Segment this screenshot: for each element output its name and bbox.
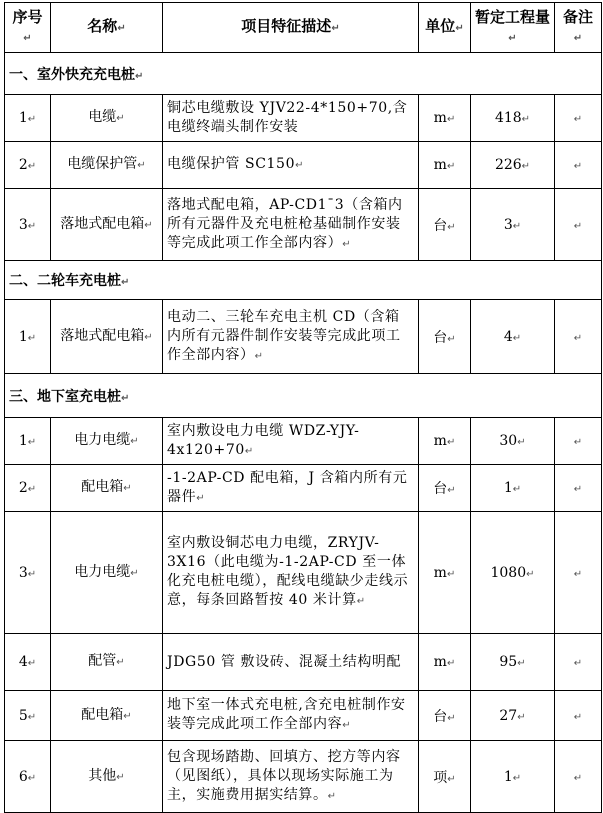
cell-seq: 3↵ (5, 512, 51, 634)
cell-seq: 5↵ (5, 691, 51, 741)
cell-unit: m↵ (419, 142, 471, 189)
cell-unit: m↵ (419, 512, 471, 634)
cell-desc: 室内敷设电力电缆 WDZ-YJY-4x120+70↵ (163, 418, 419, 465)
table-row (5, 691, 602, 741)
header-row (5, 3, 602, 53)
cell-qty: 27↵ (471, 691, 555, 741)
cell-seq: 3↵ (5, 189, 51, 261)
cell-remark: ↵ (555, 142, 602, 189)
cell-seq: 1↵ (5, 95, 51, 142)
cell-name: 电缆保护管↵ (51, 142, 163, 189)
cell-qty: 95↵ (471, 634, 555, 691)
section-title: 一、室外快充充电桩↵ (5, 53, 602, 95)
cell-remark: ↵ (555, 189, 602, 261)
cell-unit: 台↵ (419, 189, 471, 261)
section-row (5, 53, 602, 95)
section-row (5, 374, 602, 418)
cell-desc: 电缆保护管 SC150↵ (163, 142, 419, 189)
section-row (5, 261, 602, 300)
cell-remark: ↵ (555, 634, 602, 691)
table-row (5, 741, 602, 813)
table-header (5, 3, 602, 53)
cell-seq: 4↵ (5, 634, 51, 691)
table-body (5, 53, 602, 813)
cell-name: 落地式配电箱↵ (51, 300, 163, 374)
cell-desc: 包含现场踏勘、回填方、挖方等内容（见图纸），具体以现场实际施工为主，实施费用据实结算。↵ (163, 741, 419, 813)
cell-unit: 项↵ (419, 741, 471, 813)
cell-unit: m↵ (419, 634, 471, 691)
cell-name: 电缆↵ (51, 95, 163, 142)
cell-name: 落地式配电箱↵ (51, 189, 163, 261)
cell-desc: 室内敷设铜芯电力电缆，ZRYJV-3X16（此电缆为-1-2AP-CD 至一体化充电桩电缆），配线电缆缺少走线示意，每条回路暂按 40 米计算↵ (163, 512, 419, 634)
header-qty: 暂定工程量↵ (471, 3, 555, 53)
cell-remark: ↵ (555, 691, 602, 741)
cell-desc: JDG50 管 敷设砖、混凝土结构明配 (163, 634, 419, 691)
cell-seq: 2↵ (5, 142, 51, 189)
cell-qty: 1↵ (471, 741, 555, 813)
header-name: 名称↵ (51, 3, 163, 53)
cell-desc: 铜芯电缆敷设 YJV22-4*150+70,含电缆终端头制作安装 (163, 95, 419, 142)
table-row (5, 512, 602, 634)
header-desc: 项目特征描述↵ (163, 3, 419, 53)
cell-seq: 6↵ (5, 741, 51, 813)
table-row (5, 418, 602, 465)
table-row (5, 142, 602, 189)
cell-desc: 电动二、三轮车充电主机 CD（含箱内所有元器件制作安装等完成此项工作全部内容）↵ (163, 300, 419, 374)
cell-qty: 226↵ (471, 142, 555, 189)
cell-remark: ↵ (555, 95, 602, 142)
cell-name: 配电箱↵ (51, 465, 163, 512)
cell-remark: ↵ (555, 741, 602, 813)
cell-unit: 台↵ (419, 691, 471, 741)
cell-remark: ↵ (555, 418, 602, 465)
bill-of-quantities-table (4, 2, 602, 813)
cell-seq: 2↵ (5, 465, 51, 512)
cell-qty: 3↵ (471, 189, 555, 261)
cell-unit: m↵ (419, 418, 471, 465)
cell-unit: 台↵ (419, 300, 471, 374)
cell-qty: 1↵ (471, 465, 555, 512)
table-row (5, 95, 602, 142)
section-title: 三、地下室充电桩↵ (5, 374, 602, 418)
section-title: 二、二轮车充电桩↵ (5, 261, 602, 300)
header-remark: 备注↵ (555, 3, 602, 53)
cell-qty: 418↵ (471, 95, 555, 142)
cell-remark: ↵ (555, 465, 602, 512)
table-row (5, 634, 602, 691)
cell-remark: ↵ (555, 512, 602, 634)
table-row (5, 465, 602, 512)
cell-desc: 地下室一体式充电桩,含充电桩制作安装等完成此项工作全部内容↵ (163, 691, 419, 741)
table-row (5, 189, 602, 261)
cell-unit: m↵ (419, 95, 471, 142)
cell-name: 其他↵ (51, 741, 163, 813)
cell-qty: 4↵ (471, 300, 555, 374)
cell-name: 配电箱↵ (51, 691, 163, 741)
header-unit: 单位↵ (419, 3, 471, 53)
cell-qty: 1080↵ (471, 512, 555, 634)
cell-remark: ↵ (555, 300, 602, 374)
cell-name: 配管↵ (51, 634, 163, 691)
cell-name: 电力电缆↵ (51, 418, 163, 465)
header-seq: 序号↵ (5, 3, 51, 53)
cell-desc: 落地式配电箱，AP-CD1ˉ3（含箱内所有元器件及充电桩枪基础制作安装等完成此项工作全部内容）↵ (163, 189, 419, 261)
cell-unit: 台↵ (419, 465, 471, 512)
cell-seq: 1↵ (5, 300, 51, 374)
cell-qty: 30↵ (471, 418, 555, 465)
cell-desc: -1-2AP-CD 配电箱，J 含箱内所有元器件↵ (163, 465, 419, 512)
cell-name: 电力电缆↵ (51, 512, 163, 634)
cell-seq: 1↵ (5, 418, 51, 465)
table-row (5, 300, 602, 374)
